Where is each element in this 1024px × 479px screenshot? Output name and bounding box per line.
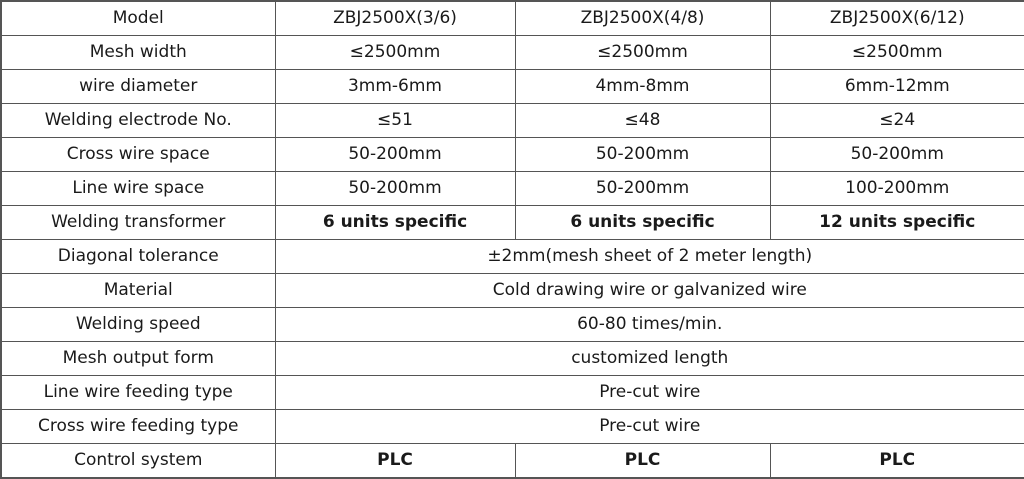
cell-value: 50-200mm	[515, 172, 770, 206]
cell-value: 6 units specific	[275, 206, 515, 240]
cell-value: 6mm-12mm	[770, 70, 1024, 104]
table-row	[1, 70, 1024, 104]
table-row	[1, 444, 1024, 479]
row-label: Material	[1, 274, 275, 308]
row-label: Line wire feeding type	[1, 376, 275, 410]
cell-value: 50-200mm	[275, 138, 515, 172]
table-row	[1, 172, 1024, 206]
model-header: ZBJ2500X(4/8)	[515, 1, 770, 36]
table-row	[1, 376, 1024, 410]
row-label: Model	[1, 1, 275, 36]
cell-value: ≤24	[770, 104, 1024, 138]
cell-value: ≤2500mm	[515, 36, 770, 70]
row-label: Mesh width	[1, 36, 275, 70]
cell-value: 6 units specific	[515, 206, 770, 240]
row-label: wire diameter	[1, 70, 275, 104]
table-row	[1, 138, 1024, 172]
row-label: Welding transformer	[1, 206, 275, 240]
table-header-row	[1, 1, 1024, 36]
row-label: Welding electrode No.	[1, 104, 275, 138]
cell-value: 50-200mm	[275, 172, 515, 206]
cell-value: PLC	[275, 444, 515, 479]
row-label: Control system	[1, 444, 275, 479]
merged-cell-value: Pre-cut wire	[275, 410, 1024, 444]
merged-cell-value: Pre-cut wire	[275, 376, 1024, 410]
merged-cell-value: Cold drawing wire or galvanized wire	[275, 274, 1024, 308]
cell-value: ≤51	[275, 104, 515, 138]
cell-value: PLC	[770, 444, 1024, 479]
cell-value: PLC	[515, 444, 770, 479]
table-row	[1, 274, 1024, 308]
cell-value: ≤2500mm	[770, 36, 1024, 70]
cell-value: 100-200mm	[770, 172, 1024, 206]
cell-value: 50-200mm	[515, 138, 770, 172]
row-label: Welding speed	[1, 308, 275, 342]
merged-cell-value: ±2mm(mesh sheet of 2 meter length)	[275, 240, 1024, 274]
table-row	[1, 410, 1024, 444]
cell-value: 12 units specific	[770, 206, 1024, 240]
cell-value: 3mm-6mm	[275, 70, 515, 104]
cell-value: ≤48	[515, 104, 770, 138]
row-label: Cross wire space	[1, 138, 275, 172]
cell-value: 50-200mm	[770, 138, 1024, 172]
table-row	[1, 206, 1024, 240]
table-row	[1, 36, 1024, 70]
row-label: Mesh output form	[1, 342, 275, 376]
row-label: Line wire space	[1, 172, 275, 206]
merged-cell-value: customized length	[275, 342, 1024, 376]
model-header: ZBJ2500X(6/12)	[770, 1, 1024, 36]
row-label: Cross wire feeding type	[1, 410, 275, 444]
model-header: ZBJ2500X(3/6)	[275, 1, 515, 36]
row-label: Diagonal tolerance	[1, 240, 275, 274]
table-row	[1, 240, 1024, 274]
table-row	[1, 104, 1024, 138]
cell-value: ≤2500mm	[275, 36, 515, 70]
merged-cell-value: 60-80 times/min.	[275, 308, 1024, 342]
table-row	[1, 308, 1024, 342]
cell-value: 4mm-8mm	[515, 70, 770, 104]
table-row	[1, 342, 1024, 376]
